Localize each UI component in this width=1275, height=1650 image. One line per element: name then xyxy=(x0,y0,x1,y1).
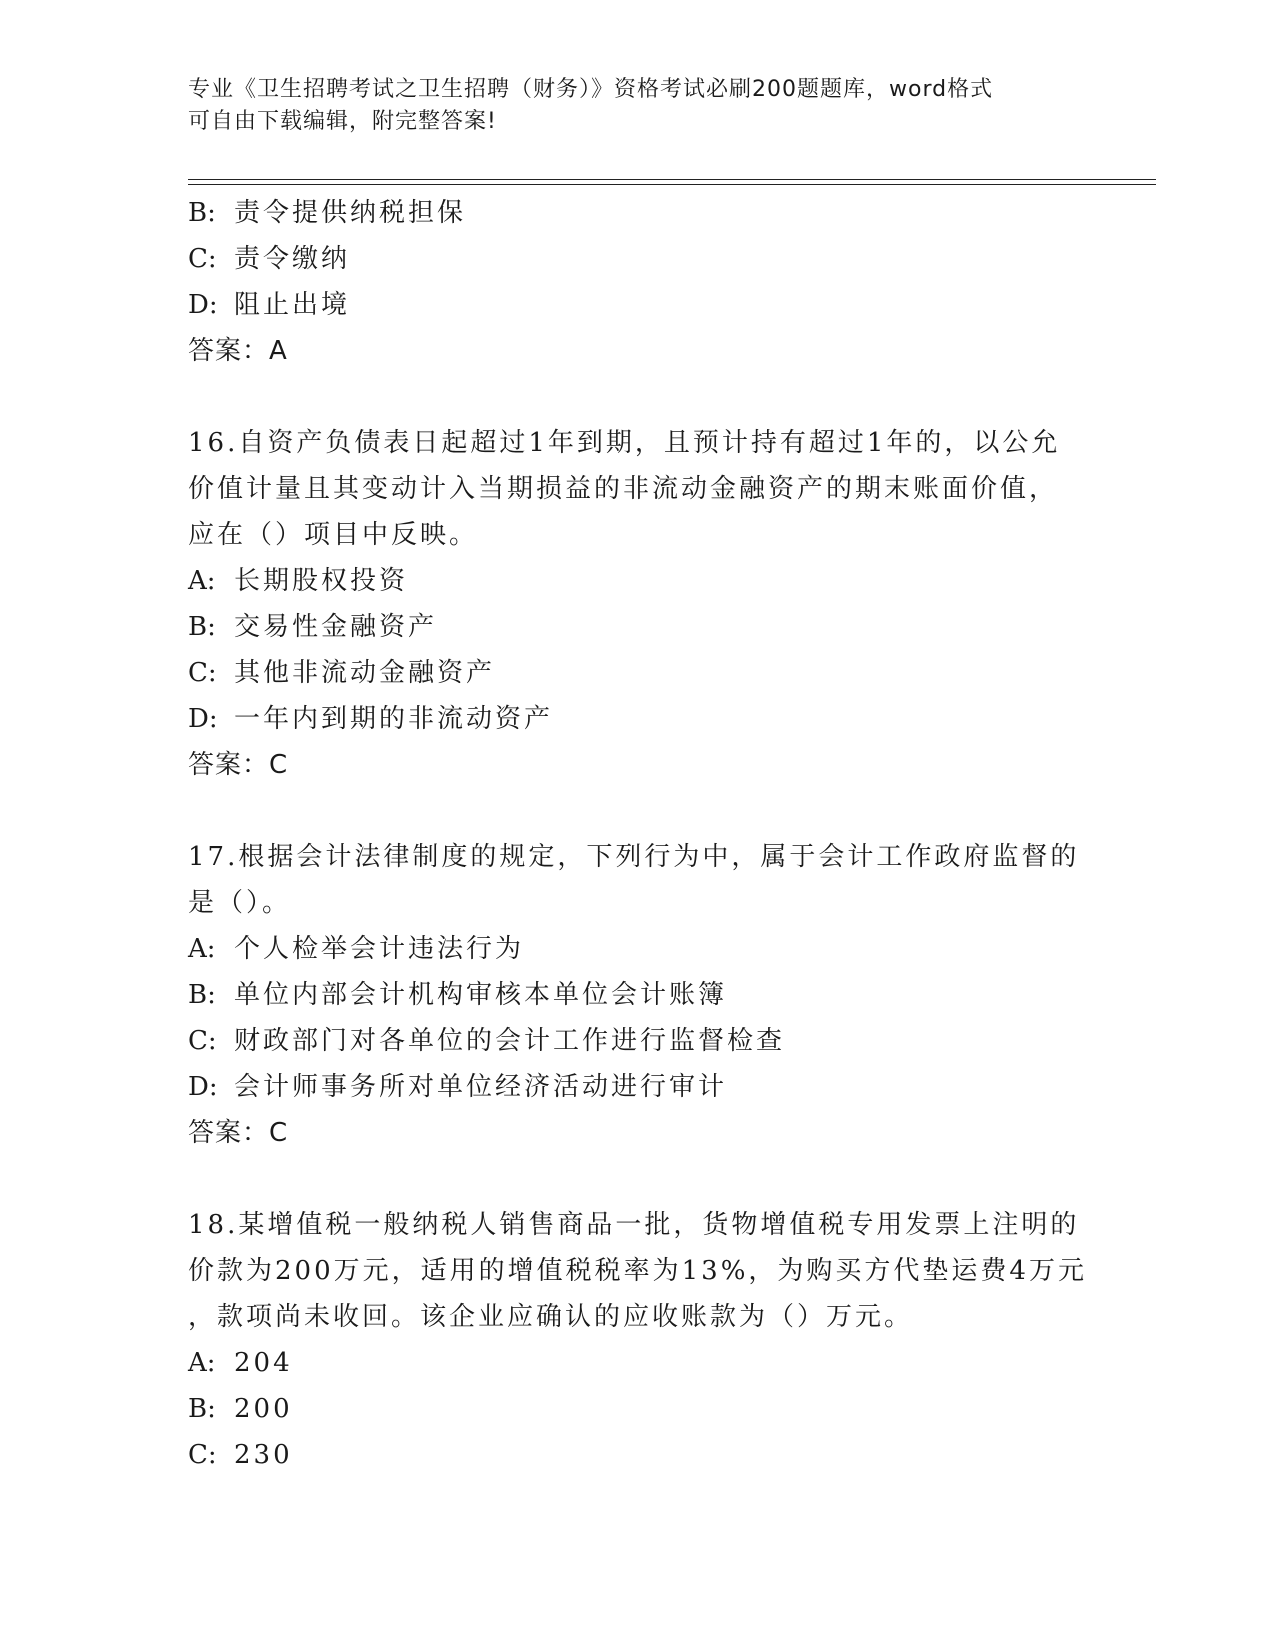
option-c: C: 其他非流动金融资产 xyxy=(188,658,496,688)
document-body xyxy=(188,190,1088,1478)
question-block-16 xyxy=(188,420,1088,788)
option-a: A: 个人检举会计违法行为 xyxy=(188,934,525,964)
option-a: A: 204 xyxy=(188,1348,293,1378)
question-block-18 xyxy=(188,1202,1088,1478)
option-b: B: 200 xyxy=(188,1394,293,1424)
question-stem-line: ，款项尚未收回。该企业应确认的应收账款为（）万元。 xyxy=(188,1302,914,1332)
option-d: D: 会计师事务所对单位经济活动进行审计 xyxy=(188,1072,728,1102)
document-header xyxy=(188,74,1068,138)
question-stem-line: 应在（）项目中反映。 xyxy=(188,520,479,550)
option-b: B: 责令提供纳税担保 xyxy=(188,198,467,228)
option-d: D: 阻止出境 xyxy=(188,290,351,320)
question-stem-line: 价值计量且其变动计入当期损益的非流动金融资产的期末账面价值， xyxy=(188,474,1059,504)
answer-line: 答案：A xyxy=(188,336,288,366)
question-stem-line: 价款为200万元，适用的增值税税率为13%，为购买方代垫运费4万元 xyxy=(188,1256,1087,1286)
question-stem-line: 17.根据会计法律制度的规定，下列行为中，属于会计工作政府监督的 xyxy=(188,842,1080,872)
option-b: B: 交易性金融资产 xyxy=(188,612,438,642)
question-block-15 xyxy=(188,190,1088,374)
option-b: B: 单位内部会计机构审核本单位会计账簿 xyxy=(188,980,728,1010)
option-c: C: 财政部门对各单位的会计工作进行监督检查 xyxy=(188,1026,786,1056)
question-block-17 xyxy=(188,834,1088,1156)
header-divider-bottom xyxy=(188,184,1156,185)
header-line-1: 专业《卫生招聘考试之卫生招聘（财务）》资格考试必刷200题题库，word格式 xyxy=(188,77,994,102)
question-stem-line: 18.某增值税一般纳税人销售商品一批，货物增值税专用发票上注明的 xyxy=(188,1210,1080,1240)
header-divider-top xyxy=(188,179,1156,180)
option-c: C: 230 xyxy=(188,1440,293,1470)
option-a: A: 长期股权投资 xyxy=(188,566,409,596)
header-line-2: 可自由下载编辑，附完整答案! xyxy=(188,109,497,134)
question-stem-line: 是（）。 xyxy=(188,888,292,918)
option-c: C: 责令缴纳 xyxy=(188,244,351,274)
answer-line: 答案：C xyxy=(188,750,289,780)
question-stem-line: 16.自资产负债表日起超过1年到期，且预计持有超过1年的，以公允 xyxy=(188,428,1061,458)
option-d: D: 一年内到期的非流动资产 xyxy=(188,704,554,734)
answer-line: 答案：C xyxy=(188,1118,289,1148)
